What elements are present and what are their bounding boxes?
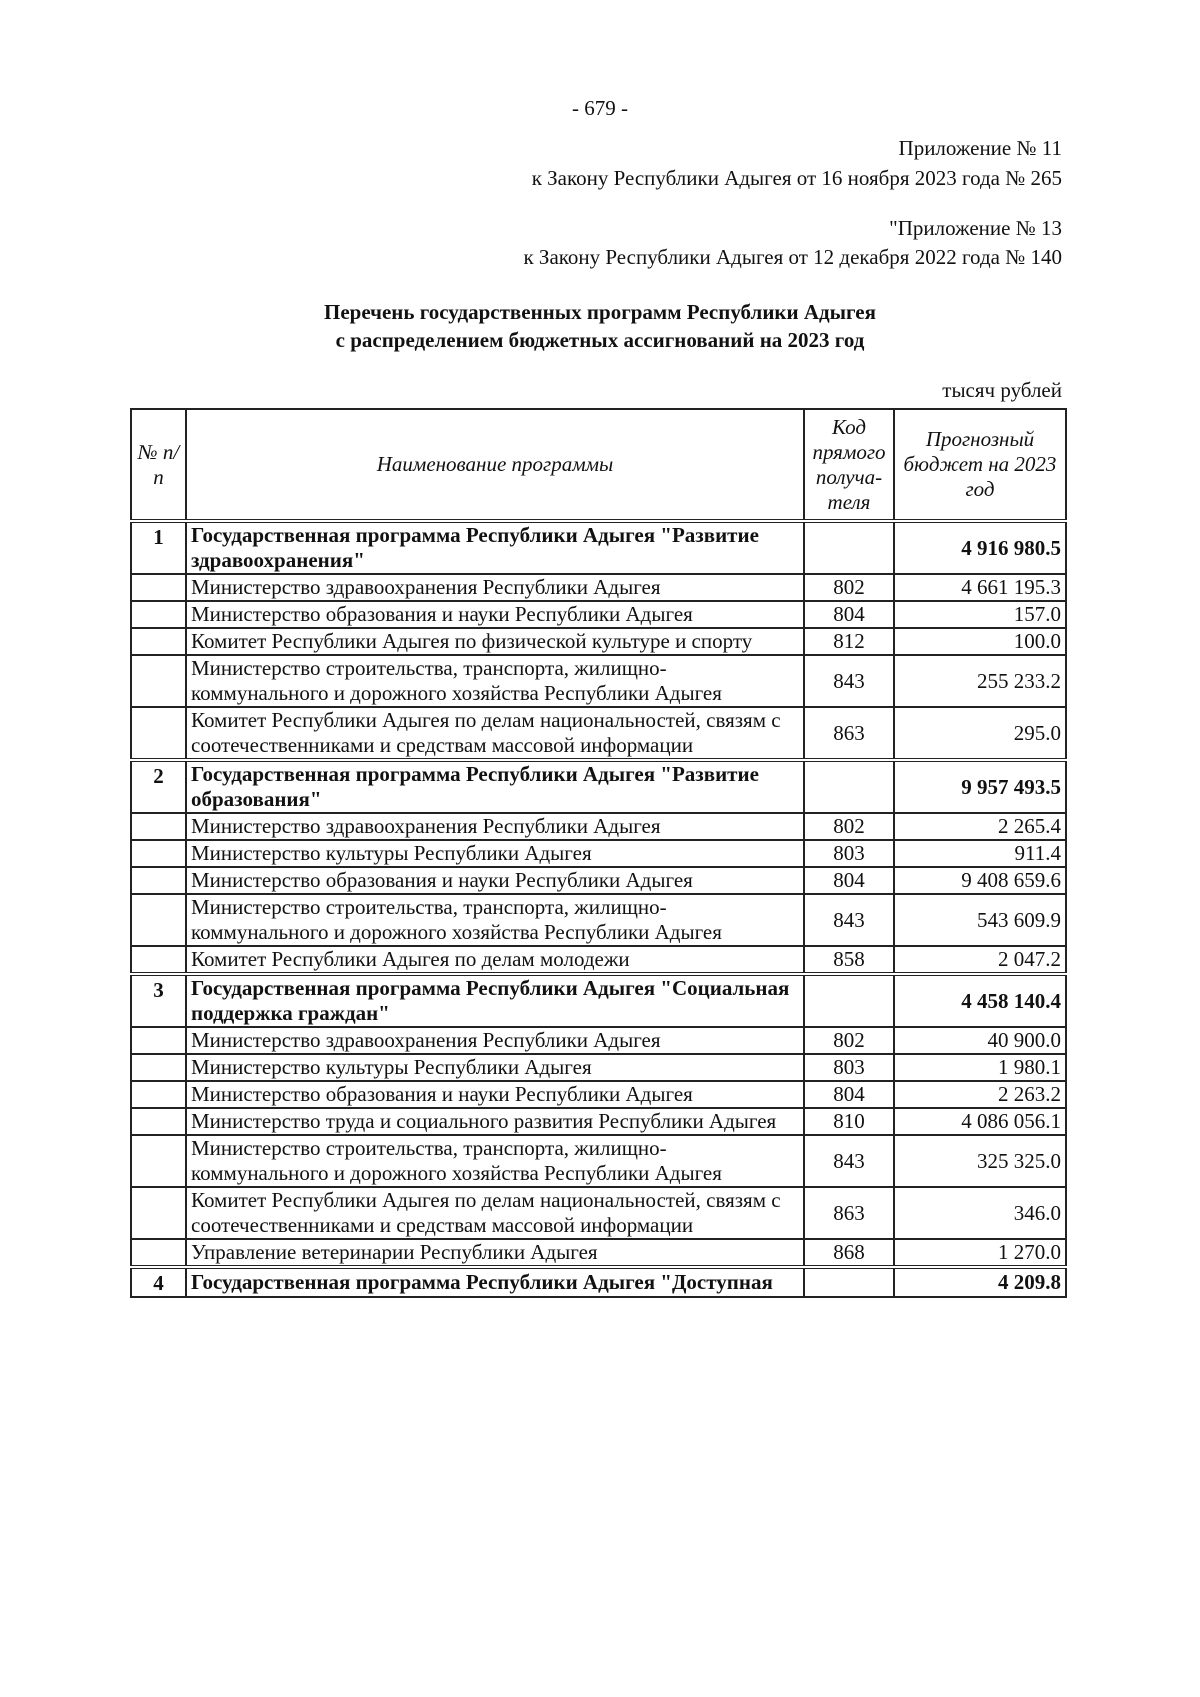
table-body [131, 521, 1066, 1297]
row-code: 843 [804, 894, 894, 946]
row-code [804, 974, 894, 1027]
table-row [131, 1081, 1066, 1108]
row-name: Министерство труда и социального развития Республики Адыгея [186, 1108, 804, 1135]
table-row [131, 601, 1066, 628]
row-code: 803 [804, 840, 894, 867]
row-budget: 40 900.0 [894, 1027, 1066, 1054]
row-name: Министерство культуры Республики Адыгея [186, 1054, 804, 1081]
row-number: 2 [131, 760, 186, 813]
table-row [131, 894, 1066, 946]
row-budget: 295.0 [894, 707, 1066, 760]
header-name: Наименование программы [186, 409, 804, 521]
row-code: 843 [804, 1135, 894, 1187]
appendix-current: Приложение № 11 [898, 136, 1062, 160]
row-budget: 4 916 980.5 [894, 521, 1066, 574]
row-budget: 255 233.2 [894, 655, 1066, 707]
row-name: Государственная программа Республики Адыгея "Социальная поддержка граждан" [186, 974, 804, 1027]
row-code: 804 [804, 1081, 894, 1108]
program-row [131, 974, 1066, 1027]
header-code: Код прямого получа-теля [804, 409, 894, 521]
row-budget: 157.0 [894, 601, 1066, 628]
row-number [131, 867, 186, 894]
row-budget: 4 086 056.1 [894, 1108, 1066, 1135]
row-budget: 4 458 140.4 [894, 974, 1066, 1027]
row-name: Министерство здравоохранения Республики Адыгея [186, 1027, 804, 1054]
row-name: Министерство образования и науки Республики Адыгея [186, 867, 804, 894]
row-name: Министерство культуры Республики Адыгея [186, 840, 804, 867]
units-label: тысяч рублей [942, 378, 1062, 402]
table-row [131, 840, 1066, 867]
row-name: Комитет Республики Адыгея по делам молодежи [186, 946, 804, 974]
row-name: Государственная программа Республики Адыгея "Развитие здравоохранения" [186, 521, 804, 574]
row-budget: 2 265.4 [894, 813, 1066, 840]
row-budget: 100.0 [894, 628, 1066, 655]
row-budget: 2 263.2 [894, 1081, 1066, 1108]
row-code: 868 [804, 1239, 894, 1267]
row-budget: 346.0 [894, 1187, 1066, 1239]
row-number [131, 601, 186, 628]
document-title-line2: с распределением бюджетных ассигнований на 2023 год [335, 328, 865, 352]
row-code [804, 760, 894, 813]
row-number: 4 [131, 1267, 186, 1297]
row-budget: 543 609.9 [894, 894, 1066, 946]
row-name: Министерство здравоохранения Республики Адыгея [186, 574, 804, 601]
table-row [131, 1135, 1066, 1187]
row-code: 863 [804, 707, 894, 760]
row-code: 804 [804, 867, 894, 894]
table-row [131, 946, 1066, 974]
row-budget: 2 047.2 [894, 946, 1066, 974]
law-reference-previous: к Закону Республики Адыгея от 12 декабря 2022 года № 140 [523, 245, 1062, 269]
row-name: Управление ветеринарии Республики Адыгея [186, 1239, 804, 1267]
row-number [131, 1239, 186, 1267]
table-row [131, 1187, 1066, 1239]
row-number [131, 655, 186, 707]
table-row [131, 1054, 1066, 1081]
header-budget: Прогнозный бюджет на 2023 год [894, 409, 1066, 521]
row-code [804, 1267, 894, 1297]
row-number [131, 840, 186, 867]
row-code: 803 [804, 1054, 894, 1081]
row-name: Министерство здравоохранения Республики Адыгея [186, 813, 804, 840]
row-budget: 4 661 195.3 [894, 574, 1066, 601]
table-row [131, 707, 1066, 760]
row-number [131, 1108, 186, 1135]
table-row [131, 1108, 1066, 1135]
row-code: 810 [804, 1108, 894, 1135]
row-name: Министерство строительства, транспорта, жилищно-коммунального и дорожного хозяйства Республики Адыгея [186, 655, 804, 707]
row-code: 858 [804, 946, 894, 974]
document-title-line1: Перечень государственных программ Республики Адыгея [324, 300, 876, 324]
row-number [131, 1027, 186, 1054]
row-code: 812 [804, 628, 894, 655]
row-number [131, 1135, 186, 1187]
row-budget: 9 957 493.5 [894, 760, 1066, 813]
row-code: 802 [804, 1027, 894, 1054]
table-header-row [131, 409, 1066, 521]
row-number [131, 1187, 186, 1239]
row-code: 802 [804, 813, 894, 840]
header-num: № п/п [131, 409, 186, 521]
row-number [131, 707, 186, 760]
table-row [131, 1027, 1066, 1054]
row-number [131, 1081, 186, 1108]
row-budget: 325 325.0 [894, 1135, 1066, 1187]
row-number [131, 1054, 186, 1081]
law-reference-current: к Закону Республики Адыгея от 16 ноября 2023 года № 265 [531, 166, 1062, 190]
table-row [131, 813, 1066, 840]
row-name: Государственная программа Республики Адыгея "Доступная [186, 1267, 804, 1297]
programs-table [130, 408, 1067, 1298]
row-budget: 4 209.8 [894, 1267, 1066, 1297]
program-row [131, 760, 1066, 813]
row-code: 863 [804, 1187, 894, 1239]
row-name: Комитет Республики Адыгея по делам национальностей, связям с соотечественниками и средствам массовой информации [186, 707, 804, 760]
row-name: Министерство строительства, транспорта, жилищно-коммунального и дорожного хозяйства Республики Адыгея [186, 894, 804, 946]
table-row [131, 655, 1066, 707]
row-number [131, 574, 186, 601]
row-code: 802 [804, 574, 894, 601]
table-row [131, 1239, 1066, 1267]
row-budget: 1 270.0 [894, 1239, 1066, 1267]
row-name: Комитет Республики Адыгея по делам национальностей, связям с соотечественниками и средствам массовой информации [186, 1187, 804, 1239]
row-number: 1 [131, 521, 186, 574]
row-name: Министерство строительства, транспорта, жилищно-коммунального и дорожного хозяйства Республики Адыгея [186, 1135, 804, 1187]
row-name: Министерство образования и науки Республики Адыгея [186, 1081, 804, 1108]
row-budget: 9 408 659.6 [894, 867, 1066, 894]
row-name: Комитет Республики Адыгея по физической культуре и спорту [186, 628, 804, 655]
program-row [131, 1267, 1066, 1297]
row-code: 843 [804, 655, 894, 707]
appendix-previous: "Приложение № 13 [889, 216, 1062, 240]
row-budget: 911.4 [894, 840, 1066, 867]
row-code [804, 521, 894, 574]
row-number [131, 894, 186, 946]
row-number: 3 [131, 974, 186, 1027]
row-number [131, 946, 186, 974]
table-row [131, 628, 1066, 655]
row-number [131, 813, 186, 840]
page-number: - 679 - [572, 96, 628, 120]
table-row [131, 574, 1066, 601]
row-code: 804 [804, 601, 894, 628]
row-number [131, 628, 186, 655]
program-row [131, 521, 1066, 574]
table-row [131, 867, 1066, 894]
row-name: Министерство образования и науки Республики Адыгея [186, 601, 804, 628]
row-budget: 1 980.1 [894, 1054, 1066, 1081]
row-name: Государственная программа Республики Адыгея "Развитие образования" [186, 760, 804, 813]
